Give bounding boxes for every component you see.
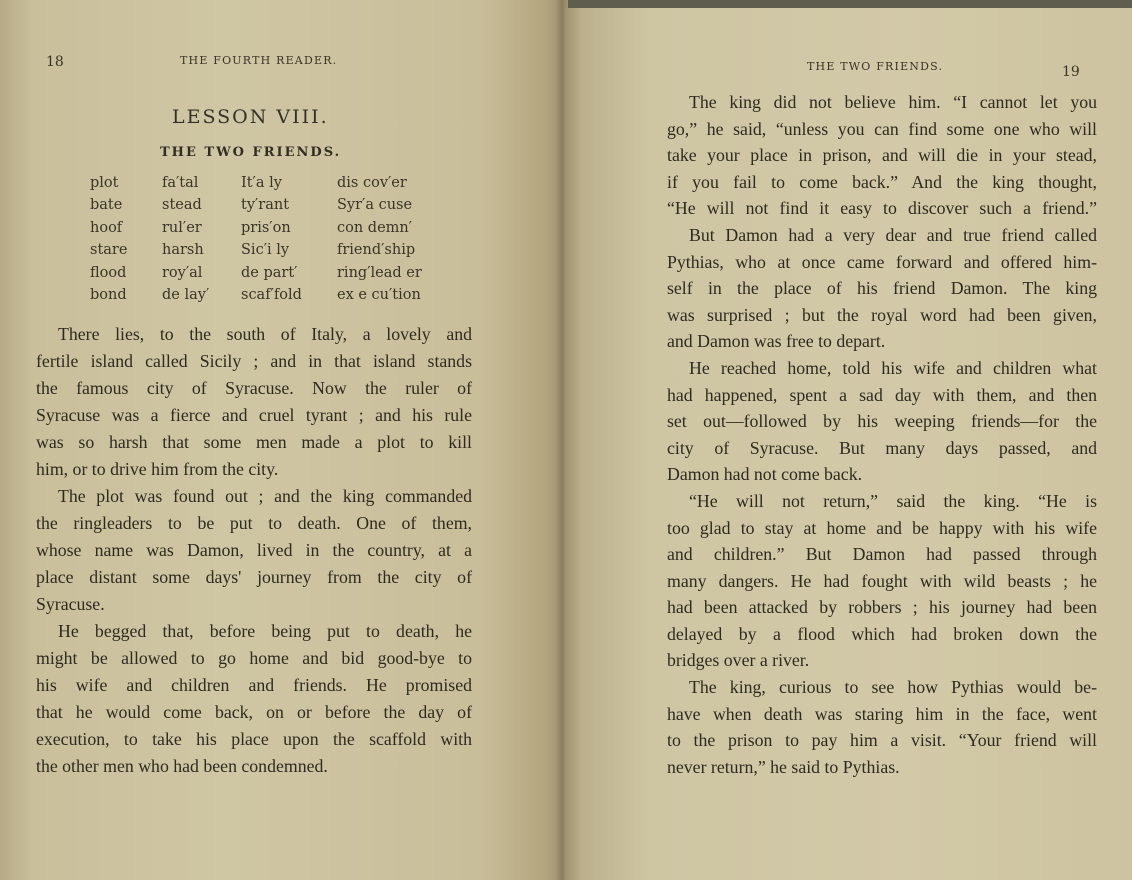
text-line: Syracuse. — [36, 594, 105, 614]
text-line: was so harsh that some men made a plot to kill — [36, 432, 472, 452]
vocab-word: roy′al — [162, 264, 203, 281]
text-line: “He will not return,” said the king. “He is — [689, 490, 1097, 511]
left-page-body — [36, 321, 472, 780]
text-line: set out—followed by his weeping friends—for the — [667, 411, 1097, 432]
lesson-subtitle: THE TWO FRIENDS. — [160, 145, 342, 160]
text-line: Damon had not come back. — [667, 464, 863, 485]
vocab-word: Sic′i ly — [241, 242, 290, 259]
vocab-word: stare — [90, 242, 128, 259]
vocab-word: ex e cu′tion — [337, 286, 421, 303]
text-line: whose name was Damon, lived in the country, at a — [36, 540, 472, 560]
vocab-word: It′a ly — [241, 175, 282, 191]
vocab-word: harsh — [162, 242, 204, 259]
lesson-title: LESSON VIII. — [172, 106, 329, 128]
vocab-word: hoof — [90, 219, 123, 236]
right-page-body — [667, 89, 1097, 780]
text-line: But Damon had a very dear and true friend called — [689, 224, 1097, 245]
text-line: delayed by a flood which had broken down the — [667, 623, 1097, 644]
right-running-head: THE TWO FRIENDS. — [807, 60, 944, 73]
text-line: to the prison to pay him a visit. “Your friend will — [667, 730, 1097, 751]
vocab-word: bate — [90, 197, 123, 214]
vocab-word: Syr′a cuse — [337, 197, 413, 214]
text-line: that he would come back, on or before the day of — [36, 702, 472, 722]
text-line: the famous city of Syracuse. Now the ruler of — [36, 378, 472, 398]
text-line: execution, to take his place upon the scaffold with — [36, 729, 472, 749]
vocab-word: friend′ship — [337, 242, 416, 259]
text-line: There lies, to the south of Italy, a lovely and — [58, 324, 472, 344]
vocab-word: rul′er — [162, 219, 202, 236]
vocab-word: bond — [90, 286, 127, 303]
text-line: too glad to stay at home and be happy with his wife — [667, 517, 1097, 538]
right-page-number: 19 — [1062, 64, 1080, 80]
text-line: if you fail to come back.” And the king thought, — [667, 171, 1097, 192]
vocab-word: plot — [90, 175, 119, 191]
vocab-word: de part′ — [241, 264, 298, 281]
text-line: go,” he said, “unless you can find some one who will — [667, 118, 1097, 139]
text-line: bridges over a river. — [667, 650, 810, 671]
text-line: the ringleaders to be put to death. One of them, — [36, 513, 472, 533]
text-line: city of Syracuse. But many days passed, and — [667, 437, 1097, 458]
vocab-word: dis cov′er — [337, 175, 407, 191]
vocab-word: pris′on — [241, 219, 291, 236]
vocab-word: fa′tal — [162, 175, 199, 191]
text-line: take your place in prison, and will die in your stead, — [667, 145, 1097, 166]
text-line: Syracuse was a fierce and cruel tyrant ; and his rule — [36, 405, 472, 425]
text-line: had happened, spent a sad day with them, and then — [667, 384, 1097, 405]
text-line: and children.” But Damon had passed through — [667, 544, 1097, 565]
vocab-word: de lay′ — [162, 286, 210, 303]
vocabulary-table — [90, 175, 457, 309]
text-line: “He will not find it easy to discover such a friend.” — [667, 198, 1097, 219]
text-line: place distant some days' journey from the city of — [36, 567, 472, 587]
vocab-word: stead — [162, 197, 202, 214]
text-line: He reached home, told his wife and children what — [689, 357, 1097, 378]
text-line: Pythias, who at once came forward and offered him- — [667, 251, 1097, 272]
left-running-head: THE FOURTH READER. — [180, 54, 338, 67]
text-line: many dangers. He had fought with wild beasts ; he — [667, 570, 1097, 591]
text-line: The king did not believe him. “I cannot let you — [689, 92, 1097, 112]
vocab-word: con demn′ — [337, 219, 413, 236]
text-line: He begged that, before being put to death, he — [58, 621, 472, 641]
text-line: have when death was staring him in the face, went — [667, 703, 1097, 724]
text-line: him, or to drive him from the city. — [36, 459, 279, 479]
vocab-word: ring′lead er — [337, 264, 422, 281]
text-line: The king, curious to see how Pythias would be- — [689, 677, 1097, 698]
text-line: and Damon was free to depart. — [667, 331, 886, 352]
text-line: The plot was found out ; and the king commanded — [58, 486, 472, 506]
text-line: self in the place of his friend Damon. The king — [667, 278, 1097, 299]
text-line: had been attacked by robbers ; his journey had been — [667, 597, 1097, 618]
text-line: fertile island called Sicily ; and in that island stands — [36, 351, 472, 371]
text-line: his wife and children and friends. He promised — [36, 675, 472, 695]
left-page-number: 18 — [46, 54, 64, 70]
vocab-word: scaf′fold — [241, 286, 302, 303]
text-line: was surprised ; but the royal word had been given, — [667, 304, 1097, 325]
vocab-word: flood — [90, 264, 127, 281]
text-line: never return,” he said to Pythias. — [667, 756, 900, 777]
text-line: might be allowed to go home and bid good-bye to — [36, 648, 472, 668]
vocab-word: ty′rant — [241, 197, 290, 214]
text-line: the other men who had been condemned. — [36, 756, 328, 776]
